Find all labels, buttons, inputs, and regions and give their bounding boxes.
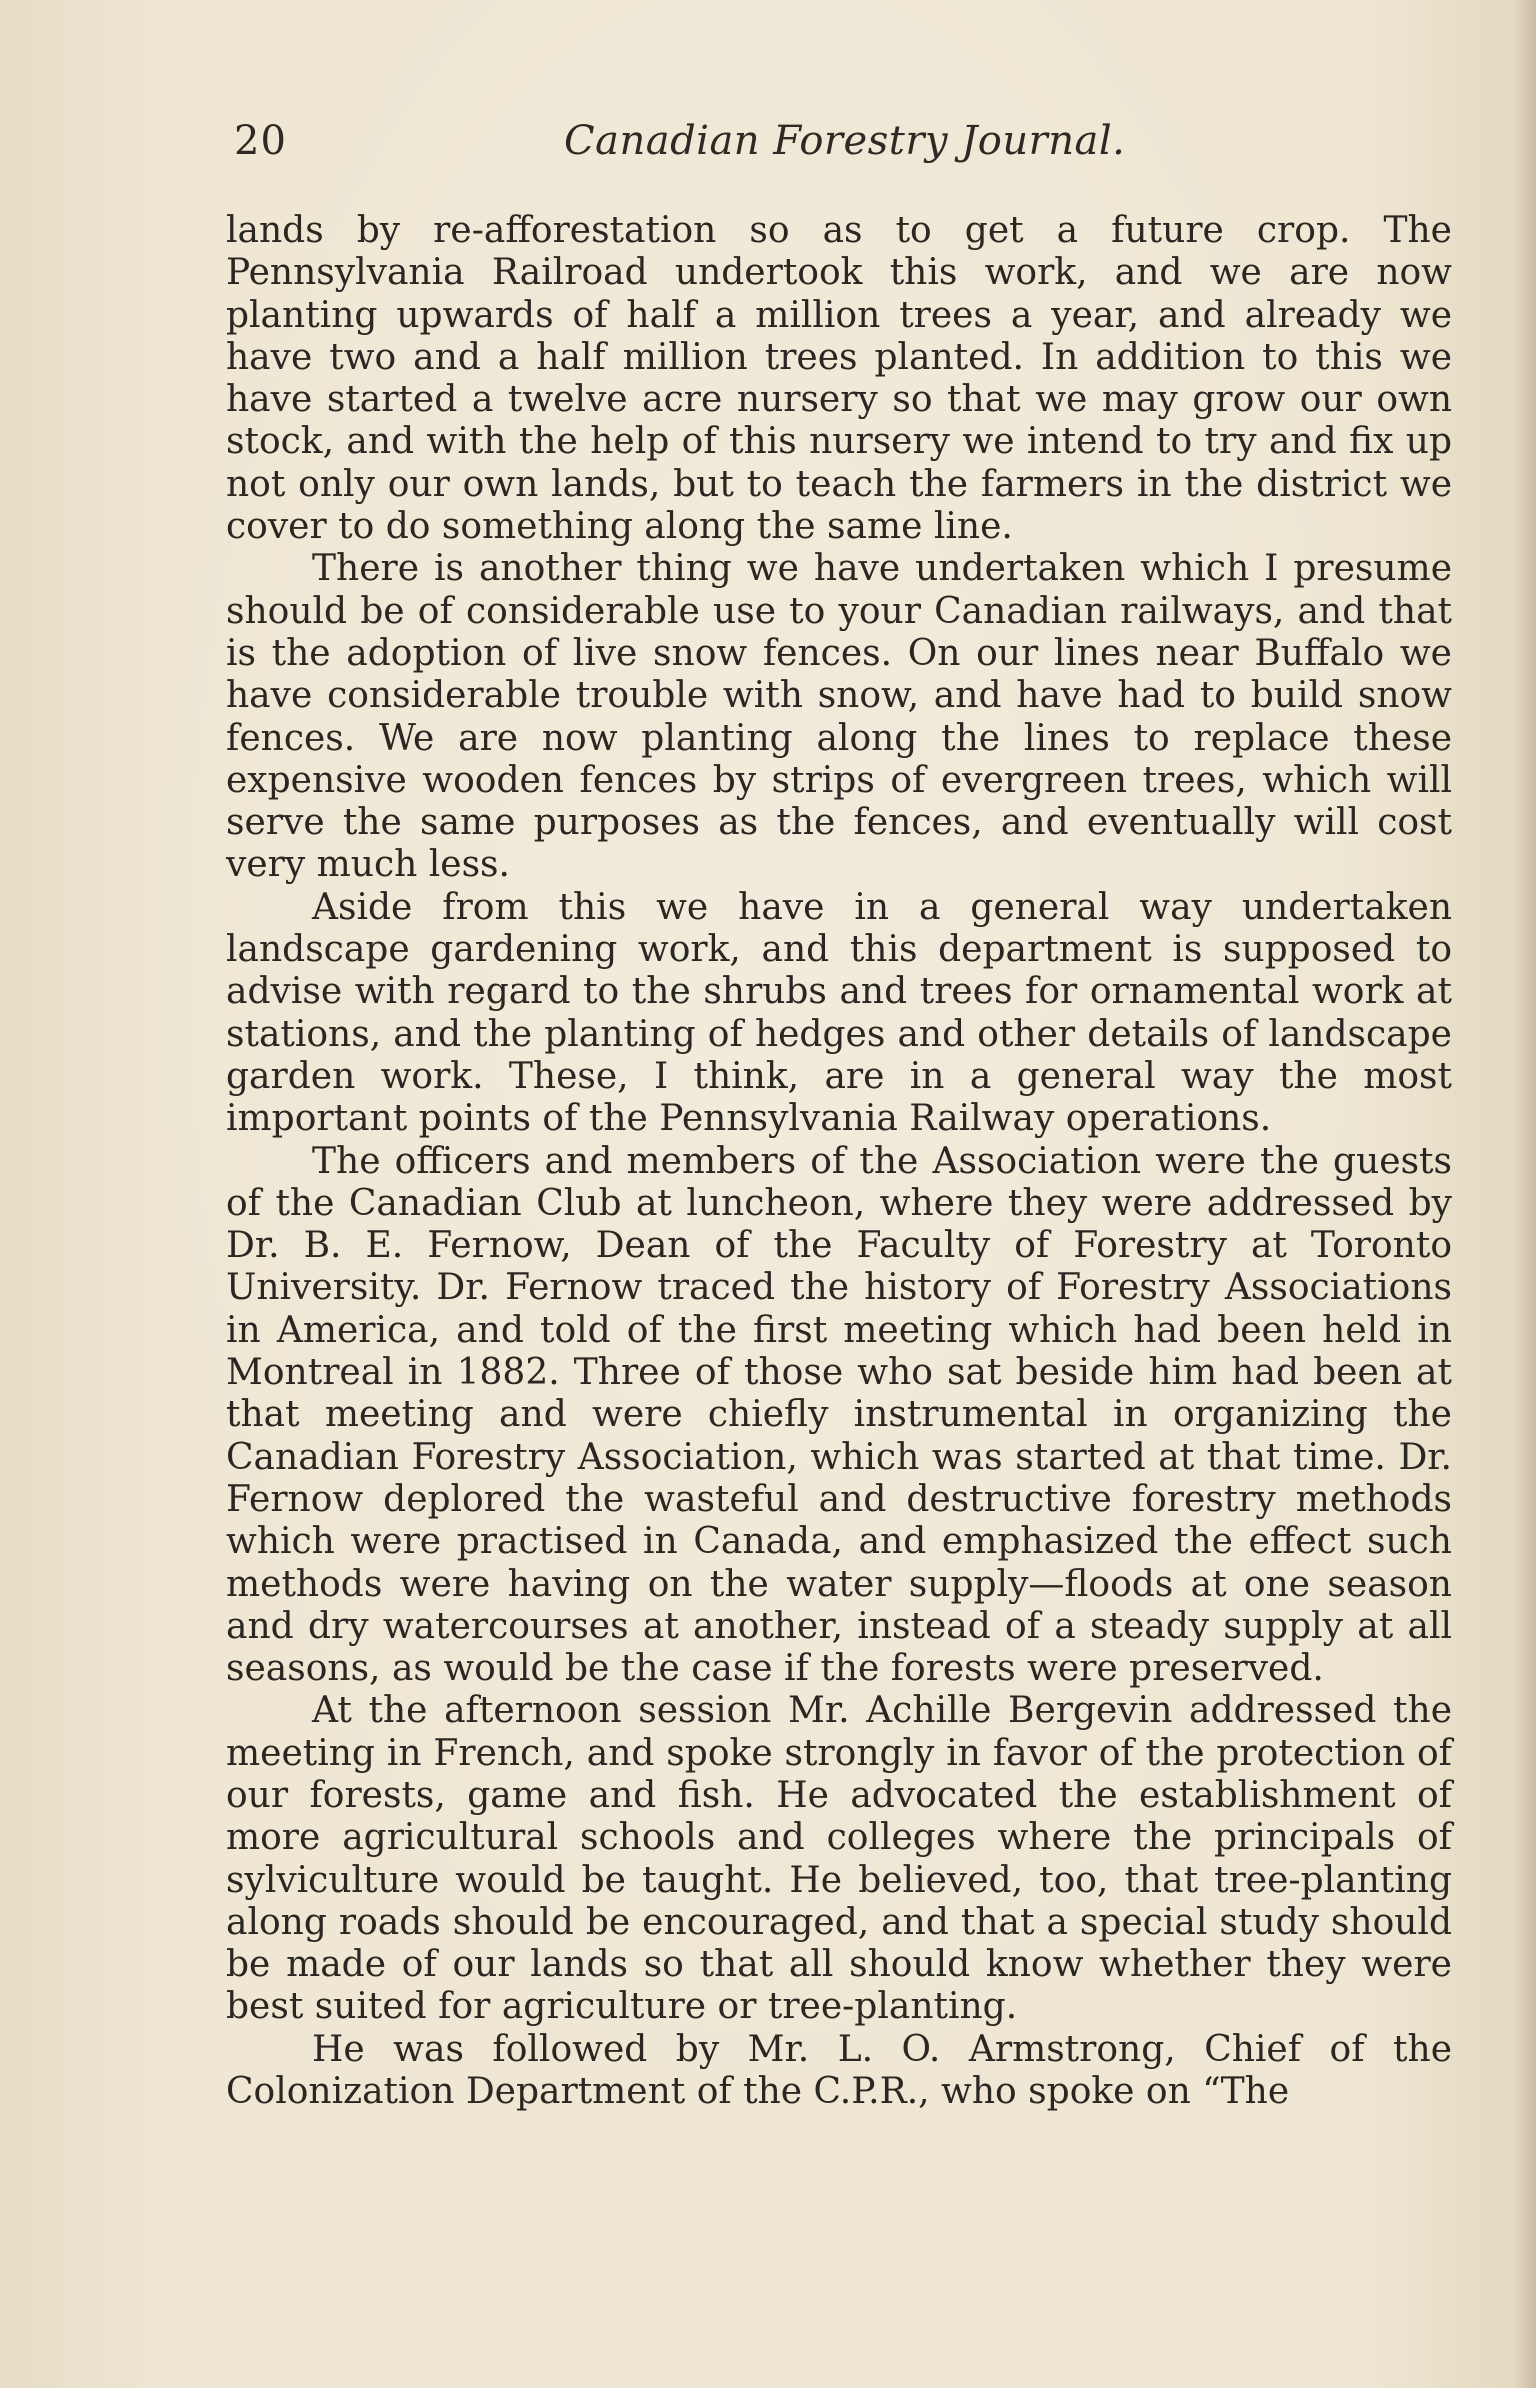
paragraph-snow-fences: There is another thing we have undertaken which I presume should be of considerable use to your Canadian railways, and that is the adoption of live snow fences. On our lines near Buffalo we have considerable trouble with snow, and have had to build snow fences. We are now planting along the lines to replace these expensive wooden fences by strips of evergreen trees, which will serve the same purposes as the fences, and eventually will cost very much less.: [226, 548, 1452, 886]
paragraph-landscape-gardening: Aside from this we have in a general way undertaken landscape gardening work, and this department is supposed to advise with regard to the shrubs and trees for ornamental work at stations, and the planting of hedges and other details of landscape garden work. These, I think, are in a general way the most important points of the Pennsylvania Railway operations.: [226, 886, 1452, 1140]
page-header: [234, 118, 1134, 178]
paragraph-canadian-club-luncheon: The officers and members of the Association were the guests of the Canadian Club at luncheon, where they were addressed by Dr. B. E. Fernow, Dean of the Faculty of Forestry at Toronto University. Dr. Fernow traced the history of Forestry Associations in America, and told of the first meeting which had been held in Montreal in 1882. Three of those who sat beside him had been at that meeting and were chiefly instrumental in organizing the Canadian Forestry Association, which was started at that time. Dr. Fernow deplored the wasteful and destructive forestry methods which were practised in Canada, and emphasized the effect such methods were having on the water supply—floods at one season and dry watercourses at another, instead of a steady supply at all seasons, as would be the case if the forests were preserved.: [226, 1140, 1452, 1690]
page-number: 20: [234, 118, 287, 164]
running-title: Canadian Forestry Journal.: [564, 118, 1126, 164]
page-edge-shadow: [1514, 0, 1536, 2388]
paragraph-afternoon-session: At the afternoon session Mr. Achille Bergevin addressed the meeting in French, and spoke strongly in favor of the protection of our forests, game and fish. He advocated the establishment of more agricultural schools and colleges where the principals of sylviculture would be taught. He believed, too, that tree-planting along roads should be encouraged, and that a special study should be made of our lands so that all should know whether they were best suited for agriculture or tree-planting.: [226, 1690, 1452, 2028]
article-body: [226, 210, 1452, 2113]
paragraph-armstrong: He was followed by Mr. L. O. Armstrong, Chief of the Colonization Department of the C.P.R., who spoke on “The: [226, 2028, 1452, 2113]
paragraph-continuation-reafforestation: lands by re-afforestation so as to get a future crop. The Pennsylvania Railroad undertook this work, and we are now planting upwards of half a million trees a year, and already we have two and a half million trees planted. In addition to this we have started a twelve acre nursery so that we may grow our own stock, and with the help of this nursery we intend to try and fix up not only our own lands, but to teach the farmers in the district we cover to do something along the same line.: [226, 210, 1452, 548]
